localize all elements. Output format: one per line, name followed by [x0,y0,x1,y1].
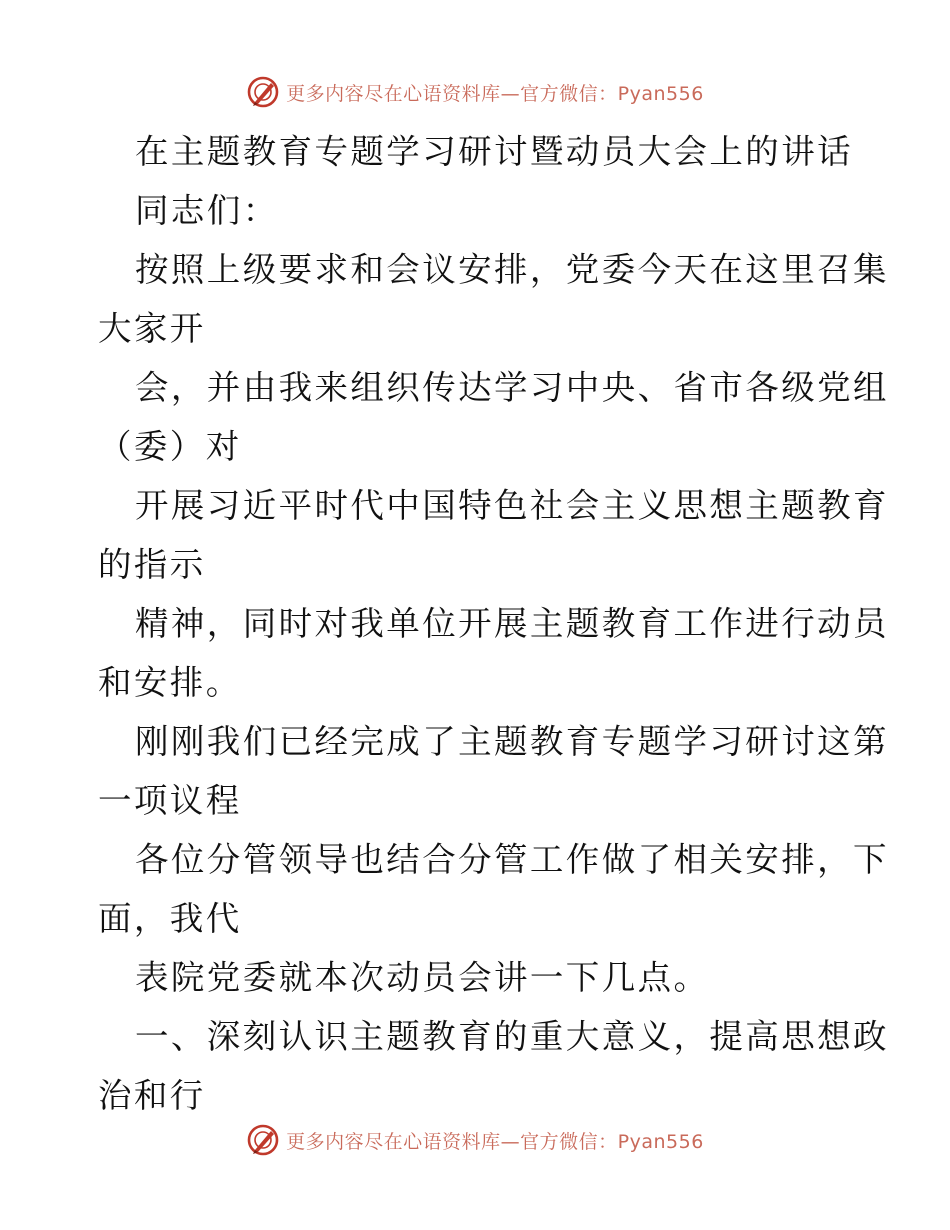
text-line: （委）对 [98,427,242,466]
text-line: 面，我代 [98,899,242,938]
text-line: 治和行 [98,1076,206,1115]
text-line: 按照上级要求和会议安排，党委今天在这里召集 [135,250,889,289]
pen-logo-icon [246,1123,280,1157]
text-line: 会，并由我来组织传达学习中央、省市各级党组 [135,368,889,407]
text-line: 各位分管领导也结合分管工作做了相关安排，下 [135,840,889,879]
watermark-text: 更多内容尽在心语资料库—官方微信：Pyan556 [286,1130,704,1153]
text-line: 大家开 [98,309,206,348]
document-body [98,122,889,1125]
text-line: 在主题教育专题学习研讨暨动员大会上的讲话 [135,132,853,171]
text-line: 一、深刻认识主题教育的重大意义，提高思想政 [135,1017,889,1056]
text-line: 同志们： [135,191,279,230]
watermark-footer [0,1120,950,1160]
text-line: 表院党委就本次动员会讲一下几点。 [135,958,710,997]
text-line: 刚刚我们已经完成了主题教育专题学习研讨这第 [135,722,889,761]
watermark-header [0,72,950,112]
text-line: 开展习近平时代中国特色社会主义思想主题教育 [135,486,889,525]
text-line: 精神，同时对我单位开展主题教育工作进行动员 [135,604,889,643]
text-line: 和安排。 [98,663,242,702]
text-line: 一项议程 [98,781,242,820]
text-line: 的指示 [98,545,206,584]
pen-logo-icon [246,75,280,109]
watermark-text: 更多内容尽在心语资料库—官方微信：Pyan556 [286,82,704,105]
